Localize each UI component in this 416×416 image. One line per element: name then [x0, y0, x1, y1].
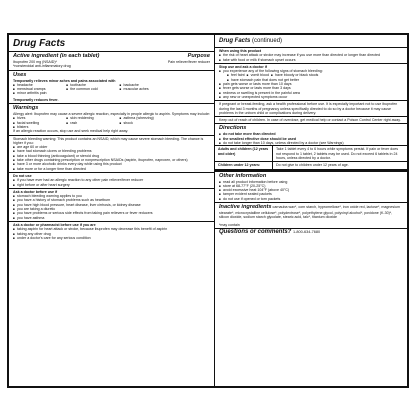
left-column — [9, 35, 215, 386]
uses-item: ■ muscular aches — [120, 87, 173, 91]
directions-section — [215, 124, 407, 145]
allergy-item: ■ hives — [13, 116, 66, 120]
ask-doctor-item: ■ you have asthma — [13, 216, 210, 220]
stomach-item: ■ take other drugs containing prescription or nonprescription NSAIDs (aspirin, ibuprofen, naproxen, or others) — [13, 158, 210, 162]
stomach-item: ■ take more or for a longer time than directed — [13, 167, 210, 171]
allergy-item: ■ blisters — [13, 125, 66, 129]
allergy-text: Allergy alert: Ibuprofen may cause a severe allergic reaction, especially in people allergic to aspirin. Symptoms may include: — [13, 112, 210, 117]
ask-pharmacist-section — [9, 222, 214, 241]
questions-label: Questions or comments? — [219, 228, 292, 235]
allergy-stop: If an allergic reaction occurs, stop use and seek medical help right away. — [13, 129, 129, 134]
active-ingredient-header: Active ingredient (in each tablet) — [13, 53, 100, 59]
warnings-section — [9, 104, 214, 134]
ask-doctor-title: Ask a doctor before use if — [13, 189, 58, 194]
inactive-title: Inactive ingredients — [219, 204, 272, 211]
drug-facts-label — [7, 33, 409, 388]
do-not-use-section — [9, 173, 214, 188]
stop-use-subitem: ■ have stomach pain that does not get better — [227, 78, 403, 82]
stomach-text: Stomach bleeding warning: This product contains an NSAID, which may cause severe stomach bleeding. The chance is higher if you: — [13, 136, 204, 145]
warnings-title: Warnings — [13, 105, 39, 112]
dosage-adults-label: Adults and children (12 years and older) — [215, 146, 273, 162]
stop-use-title: Stop use and ask a doctor if — [219, 64, 267, 69]
uses-item: ■ menstrual cramps — [13, 87, 66, 91]
ask-doctor-item: ■ you are taking a diuretic — [13, 207, 210, 211]
stop-use-section — [215, 64, 407, 100]
dosage-table — [215, 145, 407, 169]
allergy-item: ■ asthma (wheezing) — [120, 116, 173, 120]
stop-use-item: ■ you experience any of the following signs of stomach bleeding: — [219, 69, 403, 73]
dosage-children-text: Do not give to children under 12 years of age. — [273, 162, 407, 169]
inactive-ingredients-section — [215, 203, 407, 228]
when-using-title: When using this product — [219, 49, 262, 53]
directions-item: ■ the smallest effective dose should be used — [219, 137, 403, 141]
continued-label: (continued) — [252, 38, 283, 44]
purpose-line: Pain reliever/fever reducer — [167, 60, 210, 64]
directions-item: ■ do not take longer than 10 days, unless directed by a doctor (see Warnings) — [219, 141, 403, 145]
allergy-item: ■ facial swelling — [13, 121, 66, 125]
do-not-use-title: Do not use — [13, 173, 32, 178]
directions-item: ■ do not take more than directed — [219, 132, 403, 136]
drug-facts-title-right: Drug Facts — [219, 38, 251, 44]
ask-pharmacist-item: ■ taking any other drug — [13, 232, 210, 236]
directions-title: Directions — [219, 125, 247, 132]
inactive-text: carnauba wax*, corn starch, hypromellose*, iron oxide red, lactose*, magnesium stearate*, microcrystalline cellulose*, polydextrose*, polyethylene glycol, polyvinyl alcohol*, povidone (K-30)*, silicon dioxide, sodium starch glycolate, stearic acid, talc*, titanium dioxide — [219, 205, 400, 220]
pregnancy-text: If pregnant or breast-feeding, ask a health professional before use. It is especially important not to use ibuprofen during the last 3 months of pregnancy unless specifically directed to do so by a doctor because it may cause problems in the unborn child or complications during delivery. — [219, 102, 398, 115]
dosage-adults-text: Take 1 tablet every 4 to 6 hours while symptoms persist. If pain or fever does not respond to 1 tablet, 2 tablets may be used. Do not exceed 6 tablets in 24 hours, unless directed by a doctor. — [273, 146, 407, 162]
other-info-item: ■ read all product information before using — [219, 180, 330, 184]
stomach-item: ■ have had stomach ulcers or bleeding problems — [13, 149, 210, 153]
other-info-item: ■ avoid excessive heat 104°F (above 40°C) — [219, 188, 330, 192]
ask-doctor-item: ■ stomach bleeding warning applies to you — [13, 194, 210, 198]
other-info-item: ■ do not use if opened or torn packets — [219, 197, 400, 201]
inactive-note: *may contain — [219, 222, 240, 227]
uses-title: Uses — [13, 71, 27, 78]
other-info-section — [215, 172, 407, 202]
stomach-item: ■ take a blood thinning (anticoagulant) or steroid drug — [13, 154, 210, 158]
uses-item: ■ toothache — [66, 83, 119, 87]
purpose-header: Purpose — [187, 53, 210, 59]
uses-section — [9, 71, 214, 103]
uses-item: ■ minor arthritis pain — [13, 91, 66, 95]
ask-doctor-item: ■ you have a history of stomach problems such as heartburn — [13, 198, 210, 202]
ask-doctor-item: ■ you have problems or serious side effects from taking pain relievers or fever reducers — [13, 211, 210, 215]
ask-pharmacist-title: Ask a doctor or pharmacist before use if you are — [13, 222, 96, 227]
active-ingredient-section — [9, 52, 214, 70]
uses-item: ■ the common cold — [66, 87, 119, 91]
stomach-item: ■ have 3 or more alcoholic drinks every day while using this product — [13, 162, 210, 166]
uses-intro: Temporarily relieves minor aches and pains associated with — [13, 78, 116, 83]
drug-facts-continued-title — [215, 35, 407, 47]
nsaid-note: *nonsteroidal anti-inflammatory drug — [13, 64, 71, 69]
ask-doctor-item: ■ you have high blood pressure, heart disease, liver cirrhosis, or kidney disease — [13, 203, 210, 207]
stomach-bleeding-section — [9, 136, 214, 172]
phone-number: 1-800-634-7680 — [293, 229, 321, 234]
stop-use-subitem: ■ vomit blood — [247, 73, 269, 77]
uses-item: ■ headache — [13, 83, 66, 87]
when-using-section — [215, 48, 407, 63]
ask-pharmacist-item: ■ taking aspirin for heart attack or stroke, because ibuprofen may decrease this benefit of aspirin — [13, 227, 210, 231]
uses-fever: Temporarily reduces fever. — [13, 97, 59, 102]
allergy-item: ■ rash — [66, 121, 119, 125]
do-not-use-item: ■ right before or after heart surgery — [13, 183, 210, 187]
questions-section — [215, 229, 407, 235]
uses-item: ■ backache — [120, 83, 173, 87]
when-using-item: ■ the risk of heart attack or stroke may increase if you use more than directed or longer than directed — [219, 53, 403, 57]
do-not-use-item: ■ if you have ever had an allergic reaction to any other pain reliever/fever reducer — [13, 178, 210, 182]
keep-out-text: Keep out of reach of children. In case of overdose, get medical help or contact a Poison Control Center right away. — [219, 118, 401, 123]
ask-doctor-section — [9, 189, 214, 221]
stop-use-item: ■ any new or unexpected symptoms occur — [219, 95, 403, 99]
other-info-title: Other information — [219, 172, 267, 179]
pregnancy-section — [215, 101, 407, 116]
when-using-item: ■ take with food or milk if stomach upset occurs — [219, 58, 403, 62]
other-info-item: ■ tamper evident sealed packets — [219, 192, 293, 196]
other-info-item: ■ store at 68-77°F (20-25°C) — [219, 184, 293, 188]
stop-use-item: ■ fever gets worse or lasts more than 3 days — [219, 86, 403, 90]
stop-use-item: ■ redness or swelling is present in the painful area — [219, 91, 403, 95]
stop-use-item: ■ pain gets worse or lasts more than 10 days — [219, 82, 403, 86]
allergy-item: ■ shock — [120, 121, 173, 125]
ask-pharmacist-item: ■ under a doctor's care for any serious condition — [13, 236, 210, 240]
stop-use-subitem: ■ feel faint — [227, 73, 245, 77]
dosage-children-label: Children under 12 years: — [215, 162, 273, 169]
allergy-item: ■ skin reddening — [66, 116, 119, 120]
drug-facts-title: Drug Facts — [13, 38, 66, 49]
stop-use-subitem: ■ have bloody or black stools — [271, 73, 318, 77]
right-column — [215, 35, 407, 386]
active-ingredient-line: Ibuprofen 200 mg (NSAID)* — [13, 60, 57, 64]
stomach-item: ■ are age 60 or older — [13, 145, 210, 149]
